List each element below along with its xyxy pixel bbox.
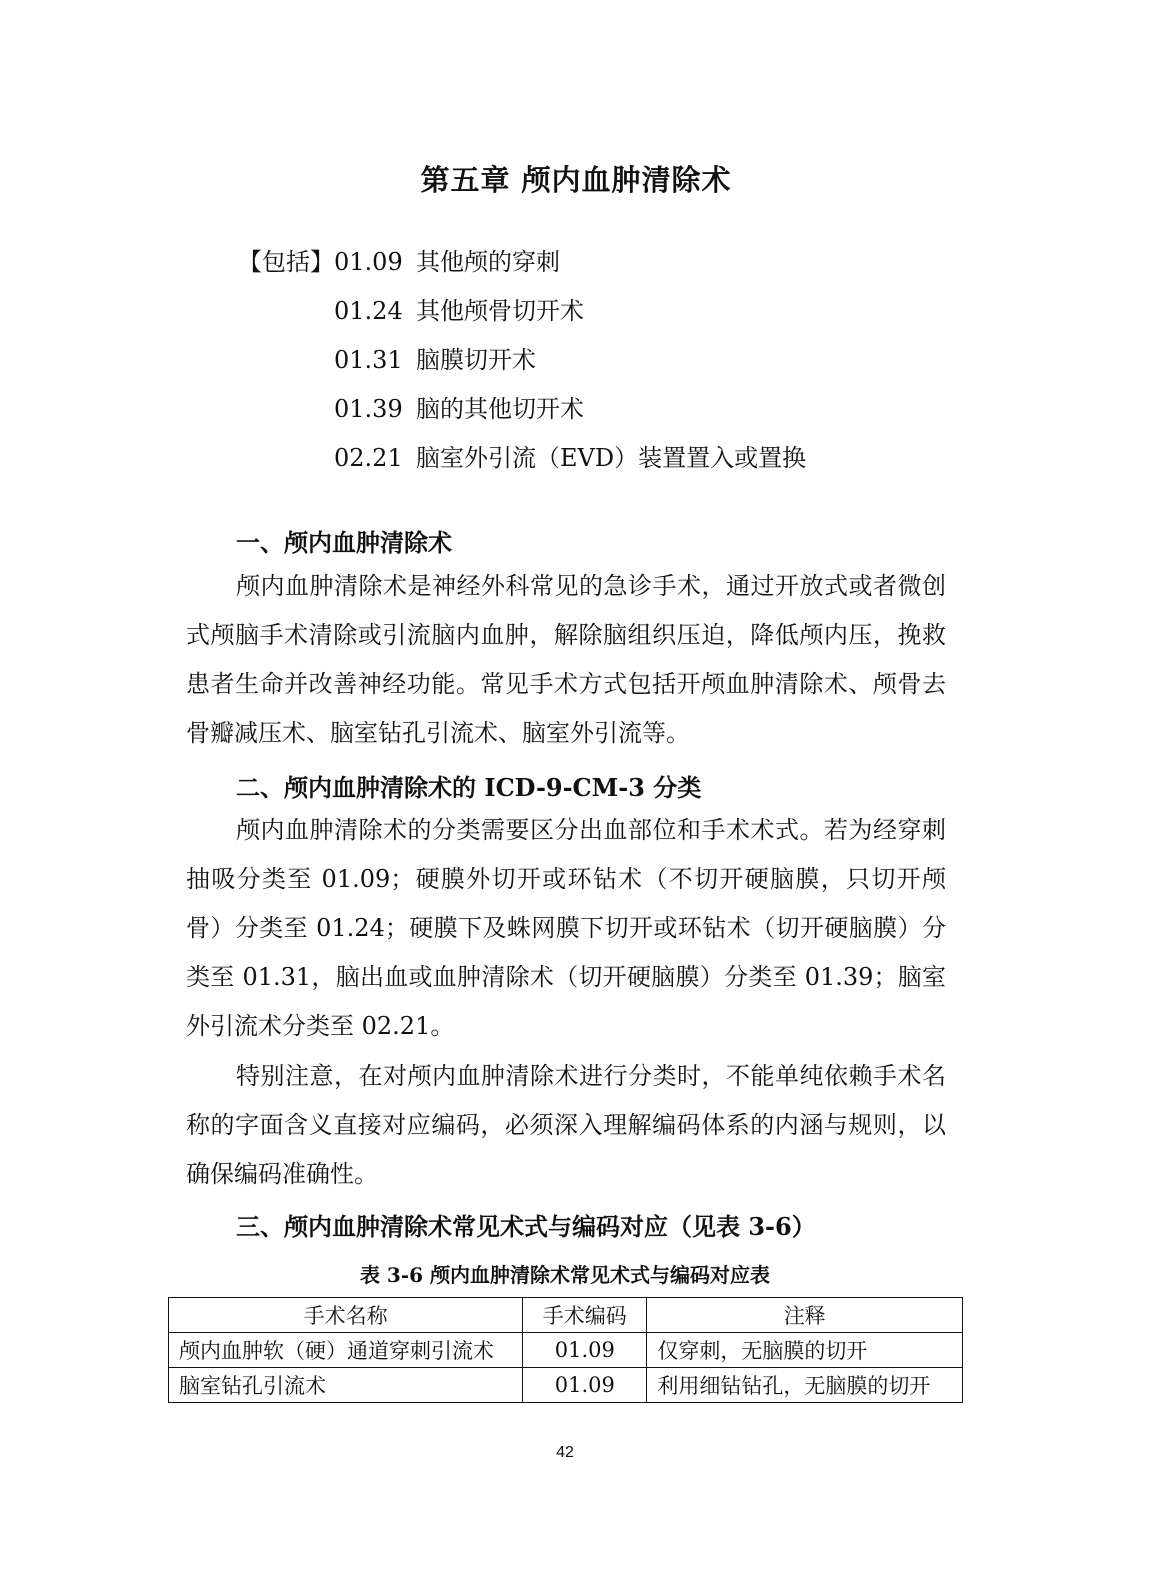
table-caption: 表 3-6 颅内血肿清除术常见术式与编码对应表 (359, 1263, 771, 1287)
procedure-code: 01.39 (334, 395, 403, 423)
section-heading: 二、颅内血肿清除术的 ICD-9-CM-3 分类 (236, 773, 702, 802)
column-header: 手术编码 (523, 1298, 647, 1333)
procedure-code: 02.21 (334, 444, 403, 472)
section-heading: 一、颅内血肿清除术 (236, 528, 452, 557)
procedure-name: 其他颅骨切开术 (416, 297, 584, 325)
includes-item (238, 438, 806, 487)
table-cell: 01.09 (523, 1333, 647, 1368)
table-cell: 01.09 (523, 1368, 647, 1403)
table-cell: 颅内血肿软（硬）通道穿刺引流术 (169, 1333, 523, 1368)
includes-item (238, 291, 806, 340)
procedure-name: 脑膜切开术 (416, 346, 536, 374)
procedure-code: 01.31 (334, 346, 403, 374)
includes-list (238, 242, 806, 487)
procedure-name: 其他颅的穿刺 (416, 248, 560, 276)
table-cell: 脑室钻孔引流术 (169, 1368, 523, 1403)
table-header-row (169, 1298, 963, 1333)
procedure-code: 01.09 (334, 248, 403, 276)
body-paragraph: 特别注意，在对颅内血肿清除术进行分类时，不能单纯依赖手术名称的字面含义直接对应编码，必须深入理解编码体系的内涵与规则，以确保编码准确性。 (186, 1062, 946, 1188)
includes-item (238, 389, 806, 438)
page-number: 42 (556, 1444, 574, 1461)
section-heading: 三、颅内血肿清除术常见术式与编码对应（见表 3-6） (236, 1212, 816, 1241)
chapter-title: 第五章 颅内血肿清除术 (420, 163, 732, 197)
body-paragraph: 颅内血肿清除术的分类需要区分出血部位和手术术式。若为经穿刺抽吸分类至 01.09；硬膜外切开或环钻术（不切开硬脑膜，只切开颅骨）分类至 01.24；硬膜下及蛛网膜下切开或环钻术（切开硬脑膜）分类至 01.31，脑出血或血肿清除术（切开硬脑膜）分类至 01.39；脑室外引流术分类至 02.21。 (186, 816, 946, 1040)
procedure-code: 01.24 (334, 297, 403, 325)
table-cell: 仅穿刺，无脑膜的切开 (647, 1333, 963, 1368)
procedure-name: 脑室外引流（EVD）装置置入或置换 (416, 444, 807, 472)
includes-prefix: 【包括】 (238, 248, 334, 276)
includes-item (238, 242, 806, 291)
includes-item (238, 340, 806, 389)
table-row (169, 1333, 963, 1368)
column-header: 手术名称 (169, 1298, 523, 1333)
body-paragraph: 颅内血肿清除术是神经外科常见的急诊手术，通过开放式或者微创式颅脑手术清除或引流脑内血肿，解除脑组织压迫，降低颅内压，挽救患者生命并改善神经功能。常见手术方式包括开颅血肿清除术、颅骨去骨瓣减压术、脑室钻孔引流术、脑室外引流等。 (186, 572, 946, 747)
column-header: 注释 (647, 1298, 963, 1333)
procedure-name: 脑的其他切开术 (416, 395, 584, 423)
table-row (169, 1368, 963, 1403)
table-cell: 利用细钻钻孔，无脑膜的切开 (647, 1368, 963, 1403)
code-table (168, 1297, 963, 1403)
